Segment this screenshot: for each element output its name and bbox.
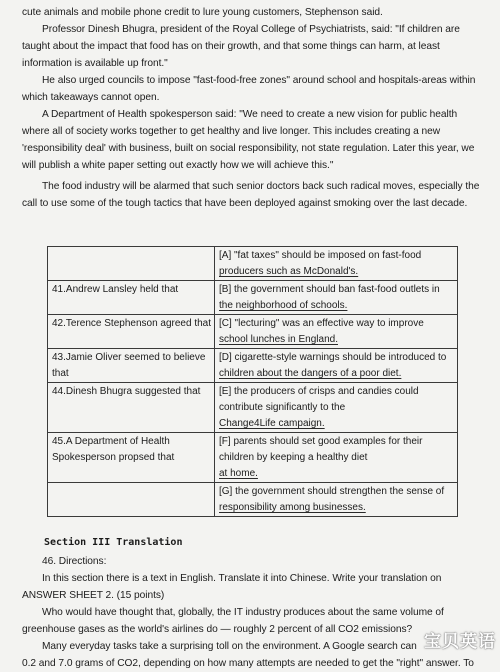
watermark-logo: 宝贝英语 bbox=[424, 632, 496, 652]
matching-table bbox=[47, 246, 458, 517]
matching-statement: 45.A Department of Health Spokesperson propsed that bbox=[48, 433, 215, 483]
matching-statement bbox=[48, 247, 215, 281]
matching-row bbox=[48, 483, 458, 517]
matching-statement: 44.Dinesh Bhugra suggested that bbox=[48, 383, 215, 433]
matching-option-line: [B] the government should ban fast-food outlets in bbox=[219, 284, 440, 295]
passage-paragraph-2: Professor Dinesh Bhugra, president of the Royal College of Psychiatrists, said: "If children are taught about the impact that food has on their growth, and that some things can harm, at least information is available up front." bbox=[22, 24, 460, 69]
matching-option bbox=[215, 315, 458, 349]
matching-statement bbox=[48, 483, 215, 517]
translation-text-3: 0.2 and 7.0 grams of CO2, depending on how many attempts are needed to get the "right" answer. To bbox=[22, 658, 474, 669]
matching-row bbox=[48, 247, 458, 281]
matching-option-line: children about the dangers of a poor diet. bbox=[219, 368, 402, 379]
matching-option bbox=[215, 247, 458, 281]
matching-option bbox=[215, 349, 458, 383]
matching-option-line: Change4Life campaign. bbox=[219, 418, 325, 429]
matching-option bbox=[215, 433, 458, 483]
passage-paragraph-4: A Department of Health spokesperson said: "We need to create a new vision for public health where all of society works together to get healthy and live longer. This includes creating a new 'responsibility deal' with business, built on social responsibility, not state regulation. Later this year, we will publish a white paper setting out exactly how we will achieve this." bbox=[22, 109, 475, 171]
question-number: 46. Directions: bbox=[42, 556, 107, 567]
matching-statement: 42.Terence Stephenson agreed that bbox=[48, 315, 215, 349]
passage-paragraph-3: He also urged councils to impose "fast-food-free zones" around school and hospitals-areas within which takeaways cannot open. bbox=[22, 75, 476, 103]
matching-row bbox=[48, 315, 458, 349]
matching-option bbox=[215, 383, 458, 433]
matching-option-line: responsibility among businesses. bbox=[219, 502, 366, 513]
matching-option-line: [C] "lecturing" was an effective way to improve bbox=[219, 318, 424, 329]
matching-row bbox=[48, 433, 458, 483]
matching-option-line: contribute significantly to the bbox=[219, 402, 346, 413]
matching-row bbox=[48, 281, 458, 315]
matching-option-line: the neighborhood of schools. bbox=[219, 300, 348, 311]
section-heading: Section III Translation bbox=[44, 537, 183, 548]
matching-row bbox=[48, 383, 458, 433]
matching-option-line: children by keeping a healthy diet bbox=[219, 452, 368, 463]
translation-text-2: Many everyday tasks take a surprising toll on the environment. A Google search can bbox=[42, 641, 417, 652]
matching-option-line: [F] parents should set good examples for their bbox=[219, 436, 423, 447]
translation-text-1: Who would have thought that, globally, the IT industry produces about the same volume of greenhouse gases as the world's airlines do — roughly 2 percent of all CO2 emissions? bbox=[22, 607, 444, 635]
matching-option-line: school lunches in England. bbox=[219, 334, 338, 345]
matching-option-line: [D] cigarette-style warnings should be introduced to bbox=[219, 352, 447, 363]
matching-option bbox=[215, 281, 458, 315]
matching-row bbox=[48, 349, 458, 383]
passage-paragraph-1: cute animals and mobile phone credit to lure young customers, Stephenson said. bbox=[22, 7, 383, 18]
matching-option-line: [A] "fat taxes" should be imposed on fast-food bbox=[219, 250, 422, 261]
matching-option-line: producers such as McDonald's. bbox=[219, 266, 359, 277]
matching-option bbox=[215, 483, 458, 517]
matching-statement: 41.Andrew Lansley held that bbox=[48, 281, 215, 315]
matching-statement: 43.Jamie Oliver seemed to believe that bbox=[48, 349, 215, 383]
matching-option-line: [G] the government should strengthen the sense of bbox=[219, 486, 445, 497]
matching-option-line: at home. bbox=[219, 468, 258, 479]
translation-directions: In this section there is a text in English. Translate it into Chinese. Write your translation on ANSWER SHEET 2. (15 points) bbox=[22, 573, 442, 601]
matching-option-line: [E] the producers of crisps and candies could bbox=[219, 386, 419, 397]
passage-paragraph-5: The food industry will be alarmed that such senior doctors back such radical moves, especially the call to use some of the tough tactics that have been deployed against smoking over the last decade. bbox=[22, 181, 480, 209]
